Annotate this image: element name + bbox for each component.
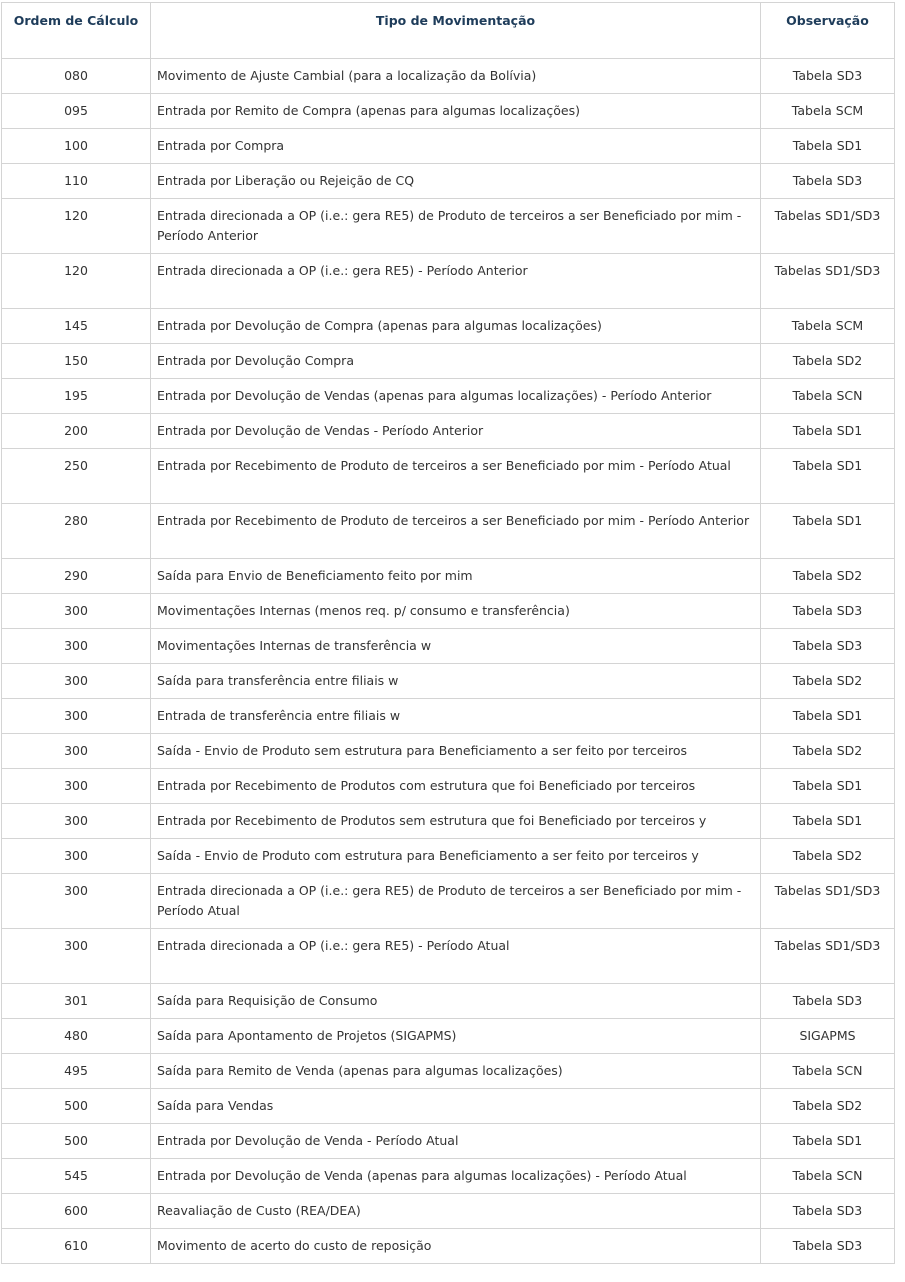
cell-observacao: Tabela SD3 xyxy=(761,629,895,664)
table-row xyxy=(2,1194,895,1229)
cell-observacao: Tabelas SD1/SD3 xyxy=(761,254,895,309)
cell-ordem: 600 xyxy=(2,1194,151,1229)
cell-observacao: Tabela SD1 xyxy=(761,769,895,804)
cell-tipo-movimentacao: Entrada por Recebimento de Produtos com estrutura que foi Beneficiado por terceiros xyxy=(151,769,761,804)
cell-observacao: Tabela SCM xyxy=(761,309,895,344)
cell-ordem: 300 xyxy=(2,804,151,839)
table-row xyxy=(2,769,895,804)
table-row xyxy=(2,559,895,594)
table-row xyxy=(2,1229,895,1264)
cell-observacao: Tabela SD2 xyxy=(761,734,895,769)
table-row xyxy=(2,839,895,874)
cell-tipo-movimentacao: Entrada por Liberação ou Rejeição de CQ xyxy=(151,164,761,199)
cell-tipo-movimentacao: Reavaliação de Custo (REA/DEA) xyxy=(151,1194,761,1229)
cell-ordem: 095 xyxy=(2,94,151,129)
cell-ordem: 300 xyxy=(2,664,151,699)
cell-ordem: 301 xyxy=(2,984,151,1019)
cell-ordem: 495 xyxy=(2,1054,151,1089)
cell-ordem: 195 xyxy=(2,379,151,414)
table-row xyxy=(2,734,895,769)
cell-tipo-movimentacao: Saída para transferência entre filiais w xyxy=(151,664,761,699)
cell-ordem: 150 xyxy=(2,344,151,379)
table-row xyxy=(2,254,895,309)
cell-tipo-movimentacao: Entrada de transferência entre filiais w xyxy=(151,699,761,734)
cell-tipo-movimentacao: Entrada por Recebimento de Produto de terceiros a ser Beneficiado por mim - Período Anterior xyxy=(151,504,761,559)
cell-tipo-movimentacao: Entrada por Devolução de Compra (apenas para algumas localizações) xyxy=(151,309,761,344)
cell-tipo-movimentacao: Entrada por Recebimento de Produtos sem estrutura que foi Beneficiado por terceiros y xyxy=(151,804,761,839)
cell-tipo-movimentacao: Movimentações Internas de transferência w xyxy=(151,629,761,664)
table-row xyxy=(2,929,895,984)
cell-tipo-movimentacao: Saída para Vendas xyxy=(151,1089,761,1124)
cell-observacao: Tabela SD3 xyxy=(761,59,895,94)
table-row xyxy=(2,804,895,839)
table-row xyxy=(2,699,895,734)
cell-observacao: Tabela SD3 xyxy=(761,1194,895,1229)
cell-observacao: Tabela SCM xyxy=(761,94,895,129)
header-observacao: Observação xyxy=(761,3,895,59)
cell-ordem: 500 xyxy=(2,1089,151,1124)
cell-ordem: 300 xyxy=(2,594,151,629)
cell-observacao: Tabela SD2 xyxy=(761,559,895,594)
cell-ordem: 145 xyxy=(2,309,151,344)
calculation-order-table xyxy=(1,2,895,1264)
cell-observacao: Tabela SD2 xyxy=(761,1089,895,1124)
cell-ordem: 300 xyxy=(2,929,151,984)
cell-observacao: SIGAPMS xyxy=(761,1019,895,1054)
table-row xyxy=(2,1089,895,1124)
cell-ordem: 280 xyxy=(2,504,151,559)
cell-ordem: 080 xyxy=(2,59,151,94)
table-row xyxy=(2,129,895,164)
cell-observacao: Tabela SD1 xyxy=(761,504,895,559)
table-header-row xyxy=(2,3,895,59)
cell-tipo-movimentacao: Entrada direcionada a OP (i.e.: gera RE5) - Período Atual xyxy=(151,929,761,984)
cell-ordem: 300 xyxy=(2,839,151,874)
cell-tipo-movimentacao: Saída para Requisição de Consumo xyxy=(151,984,761,1019)
cell-tipo-movimentacao: Entrada por Devolução de Vendas (apenas para algumas localizações) - Período Anterior xyxy=(151,379,761,414)
header-tipo-de-movimentacao: Tipo de Movimentação xyxy=(151,3,761,59)
cell-ordem: 110 xyxy=(2,164,151,199)
table-row xyxy=(2,344,895,379)
cell-tipo-movimentacao: Entrada por Devolução de Vendas - Período Anterior xyxy=(151,414,761,449)
cell-tipo-movimentacao: Movimentações Internas (menos req. p/ consumo e transferência) xyxy=(151,594,761,629)
cell-tipo-movimentacao: Saída para Remito de Venda (apenas para algumas localizações) xyxy=(151,1054,761,1089)
cell-ordem: 300 xyxy=(2,769,151,804)
cell-tipo-movimentacao: Entrada por Devolução de Venda (apenas para algumas localizações) - Período Atual xyxy=(151,1159,761,1194)
cell-ordem: 545 xyxy=(2,1159,151,1194)
table-row xyxy=(2,1159,895,1194)
cell-tipo-movimentacao: Movimento de Ajuste Cambial (para a localização da Bolívia) xyxy=(151,59,761,94)
cell-tipo-movimentacao: Saída - Envio de Produto sem estrutura para Beneficiamento a ser feito por terceiros xyxy=(151,734,761,769)
table-row xyxy=(2,874,895,929)
cell-observacao: Tabela SD1 xyxy=(761,414,895,449)
cell-observacao: Tabela SD2 xyxy=(761,664,895,699)
table-row xyxy=(2,1019,895,1054)
table-row xyxy=(2,59,895,94)
cell-ordem: 300 xyxy=(2,874,151,929)
table-row xyxy=(2,664,895,699)
cell-ordem: 200 xyxy=(2,414,151,449)
cell-ordem: 610 xyxy=(2,1229,151,1264)
table-row xyxy=(2,449,895,504)
cell-observacao: Tabela SCN xyxy=(761,1159,895,1194)
cell-tipo-movimentacao: Entrada direcionada a OP (i.e.: gera RE5) - Período Anterior xyxy=(151,254,761,309)
cell-observacao: Tabela SD2 xyxy=(761,839,895,874)
header-ordem-de-calculo: Ordem de Cálculo xyxy=(2,3,151,59)
cell-tipo-movimentacao: Saída para Envio de Beneficiamento feito por mim xyxy=(151,559,761,594)
table-row xyxy=(2,594,895,629)
cell-ordem: 300 xyxy=(2,734,151,769)
table-row xyxy=(2,504,895,559)
table-row xyxy=(2,414,895,449)
cell-observacao: Tabela SCN xyxy=(761,1054,895,1089)
table-row xyxy=(2,1124,895,1159)
cell-observacao: Tabela SD1 xyxy=(761,1124,895,1159)
table-body xyxy=(2,59,895,1264)
cell-tipo-movimentacao: Entrada direcionada a OP (i.e.: gera RE5) de Produto de terceiros a ser Beneficiado por mim - Período Atual xyxy=(151,874,761,929)
table-row xyxy=(2,199,895,254)
cell-observacao: Tabela SCN xyxy=(761,379,895,414)
cell-ordem: 120 xyxy=(2,199,151,254)
table-row xyxy=(2,984,895,1019)
cell-tipo-movimentacao: Saída - Envio de Produto com estrutura para Beneficiamento a ser feito por terceiros y xyxy=(151,839,761,874)
cell-observacao: Tabela SD3 xyxy=(761,1229,895,1264)
cell-ordem: 290 xyxy=(2,559,151,594)
table-row xyxy=(2,164,895,199)
cell-observacao: Tabela SD3 xyxy=(761,984,895,1019)
cell-observacao: Tabela SD1 xyxy=(761,129,895,164)
table-row xyxy=(2,1054,895,1089)
table-row xyxy=(2,309,895,344)
cell-observacao: Tabela SD1 xyxy=(761,699,895,734)
cell-tipo-movimentacao: Entrada por Recebimento de Produto de terceiros a ser Beneficiado por mim - Período Atual xyxy=(151,449,761,504)
cell-tipo-movimentacao: Entrada por Devolução de Venda - Período Atual xyxy=(151,1124,761,1159)
cell-observacao: Tabela SD3 xyxy=(761,594,895,629)
cell-observacao: Tabelas SD1/SD3 xyxy=(761,874,895,929)
table-row xyxy=(2,629,895,664)
cell-observacao: Tabela SD1 xyxy=(761,804,895,839)
cell-ordem: 100 xyxy=(2,129,151,164)
cell-observacao: Tabela SD1 xyxy=(761,449,895,504)
cell-observacao: Tabela SD2 xyxy=(761,344,895,379)
cell-observacao: Tabelas SD1/SD3 xyxy=(761,199,895,254)
cell-tipo-movimentacao: Saída para Apontamento de Projetos (SIGAPMS) xyxy=(151,1019,761,1054)
cell-observacao: Tabelas SD1/SD3 xyxy=(761,929,895,984)
cell-ordem: 300 xyxy=(2,629,151,664)
table-row xyxy=(2,379,895,414)
cell-tipo-movimentacao: Movimento de acerto do custo de reposição xyxy=(151,1229,761,1264)
table-row xyxy=(2,94,895,129)
cell-ordem: 480 xyxy=(2,1019,151,1054)
cell-ordem: 250 xyxy=(2,449,151,504)
cell-tipo-movimentacao: Entrada por Devolução Compra xyxy=(151,344,761,379)
cell-ordem: 500 xyxy=(2,1124,151,1159)
cell-tipo-movimentacao: Entrada por Compra xyxy=(151,129,761,164)
cell-observacao: Tabela SD3 xyxy=(761,164,895,199)
cell-tipo-movimentacao: Entrada direcionada a OP (i.e.: gera RE5) de Produto de terceiros a ser Beneficiado por mim - Período Anterior xyxy=(151,199,761,254)
cell-ordem: 120 xyxy=(2,254,151,309)
cell-tipo-movimentacao: Entrada por Remito de Compra (apenas para algumas localizações) xyxy=(151,94,761,129)
cell-ordem: 300 xyxy=(2,699,151,734)
